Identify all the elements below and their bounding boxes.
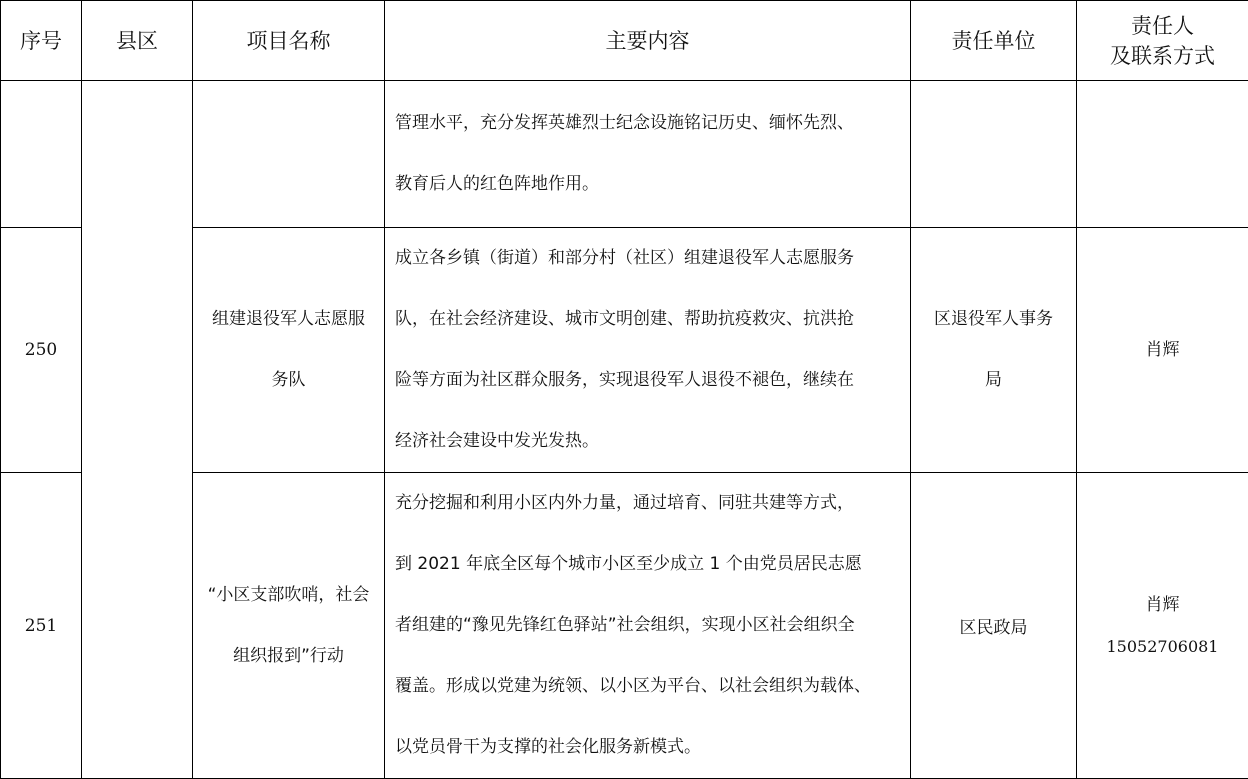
- project-cell: [193, 473, 385, 779]
- header-unit: 责任单位: [911, 1, 1077, 81]
- content-line: 覆盖。形成以党建为统领、以小区为平台、以社会组织为载体、: [395, 656, 900, 717]
- header-contact: [1077, 1, 1248, 81]
- content-line: 充分挖掘和利用小区内外力量，通过培育、同驻共建等方式，: [395, 473, 900, 534]
- contact-cell: [1077, 228, 1248, 473]
- content-line: 到 2021 年底全区每个城市小区至少成立 1 个由党员居民志愿: [395, 534, 900, 595]
- content-cell: [385, 228, 911, 473]
- unit-line: 区退役军人事务: [911, 289, 1076, 350]
- project-line: 组建退役军人志愿服: [193, 289, 384, 350]
- table-row: [1, 81, 1248, 228]
- header-contact-line2: 及联系方式: [1077, 41, 1248, 71]
- seq-cell: 251: [1, 473, 82, 779]
- contact-phone: 15052706081: [1077, 626, 1248, 668]
- content-line: 险等方面为社区群众服务，实现退役军人退役不褪色，继续在: [395, 350, 900, 411]
- contact-cell: [1077, 81, 1248, 228]
- content-line: 以党员骨干为支撑的社会化服务新模式。: [395, 717, 900, 778]
- project-line: 务队: [193, 350, 384, 411]
- content-line: 经济社会建设中发光发热。: [395, 411, 900, 472]
- content-line: 教育后人的红色阵地作用。: [395, 154, 900, 215]
- county-cell: [82, 81, 193, 779]
- unit-line: 区民政局: [911, 613, 1076, 638]
- project-line: “小区支部吹哨，社会: [193, 565, 384, 626]
- content-line: 成立各乡镇（街道）和部分村（社区）组建退役军人志愿服务: [395, 228, 900, 289]
- project-cell: [193, 81, 385, 228]
- header-contact-line1: 责任人: [1077, 11, 1248, 41]
- seq-cell: 250: [1, 228, 82, 473]
- contact-cell: [1077, 473, 1248, 779]
- project-line: 组织报到”行动: [193, 626, 384, 687]
- header-project: 项目名称: [193, 1, 385, 81]
- header-row: [1, 1, 1248, 81]
- header-seq: 序号: [1, 1, 82, 81]
- content-line: 队，在社会经济建设、城市文明创建、帮助抗疫救灾、抗洪抢: [395, 289, 900, 350]
- content-cell: [385, 81, 911, 228]
- header-county: 县区: [82, 1, 193, 81]
- content-line: 管理水平，充分发挥英雄烈士纪念设施铭记历史、缅怀先烈、: [395, 93, 900, 154]
- content-line: 者组建的“豫见先锋红色驿站”社会组织，实现小区社会组织全: [395, 595, 900, 656]
- header-content: 主要内容: [385, 1, 911, 81]
- unit-cell: [911, 228, 1077, 473]
- seq-cell: [1, 81, 82, 228]
- contact-name: 肖辉: [1077, 584, 1248, 626]
- unit-cell: [911, 473, 1077, 779]
- unit-cell: [911, 81, 1077, 228]
- content-cell: [385, 473, 911, 779]
- unit-line: 局: [911, 350, 1076, 411]
- project-cell: [193, 228, 385, 473]
- contact-name: 肖辉: [1077, 329, 1248, 371]
